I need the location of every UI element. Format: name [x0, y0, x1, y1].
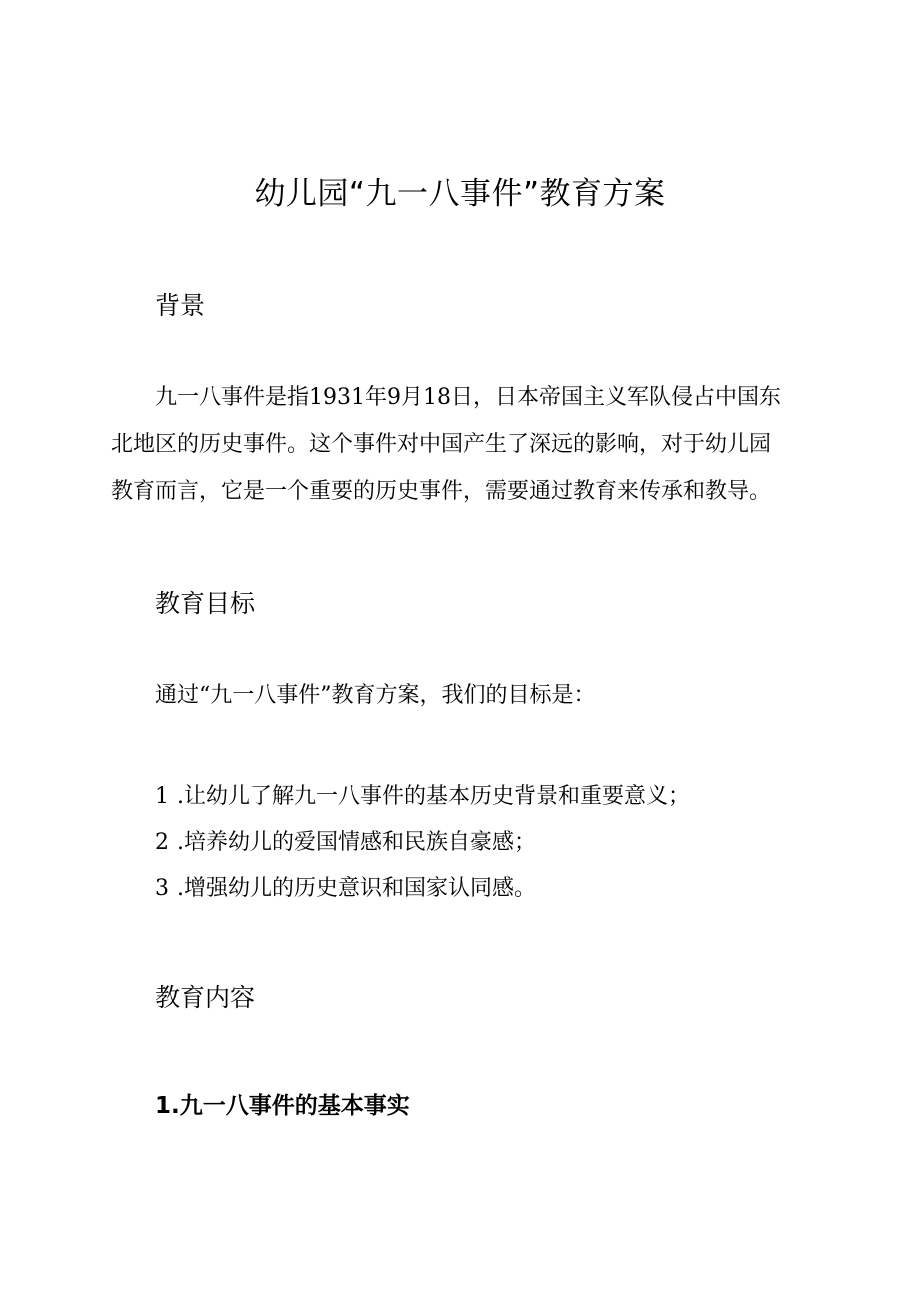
- paragraph-line: 教育而言，它是一个重要的历史事件，需要通过教育来传承和教导。: [111, 479, 772, 504]
- content-subheading: 1.九一八事件的基本事实: [155, 1093, 410, 1119]
- section-heading-goals: 教育目标: [155, 589, 256, 618]
- list-item-text: .增强幼儿的历史意识和国家认同感。: [177, 876, 536, 901]
- list-item: [155, 774, 690, 820]
- paragraph-line: 九一八事件是指1931年9月18日，日本帝国主义军队侵占中国东: [155, 385, 781, 410]
- list-item-number: 2: [155, 830, 169, 855]
- list-item: [155, 820, 690, 866]
- background-paragraph: [111, 374, 811, 515]
- list-item-number: 1: [155, 784, 169, 809]
- list-item: [155, 866, 690, 912]
- list-item-text: .让幼儿了解九一八事件的基本历史背景和重要意义；: [177, 784, 690, 809]
- document-title: 幼儿园“九一八事件”教育方案: [254, 176, 666, 212]
- list-item-number: 3: [155, 876, 169, 901]
- section-heading-background: 背景: [155, 291, 206, 320]
- goals-list: [155, 774, 690, 912]
- paragraph-line: 北地区的历史事件。这个事件对中国产生了深远的影响，对于幼儿园: [111, 432, 772, 457]
- goals-intro: 通过“九一八事件”教育方案，我们的目标是：: [155, 683, 596, 708]
- list-item-text: .培养幼儿的爱国情感和民族自豪感；: [177, 830, 536, 855]
- section-heading-content: 教育内容: [155, 983, 256, 1012]
